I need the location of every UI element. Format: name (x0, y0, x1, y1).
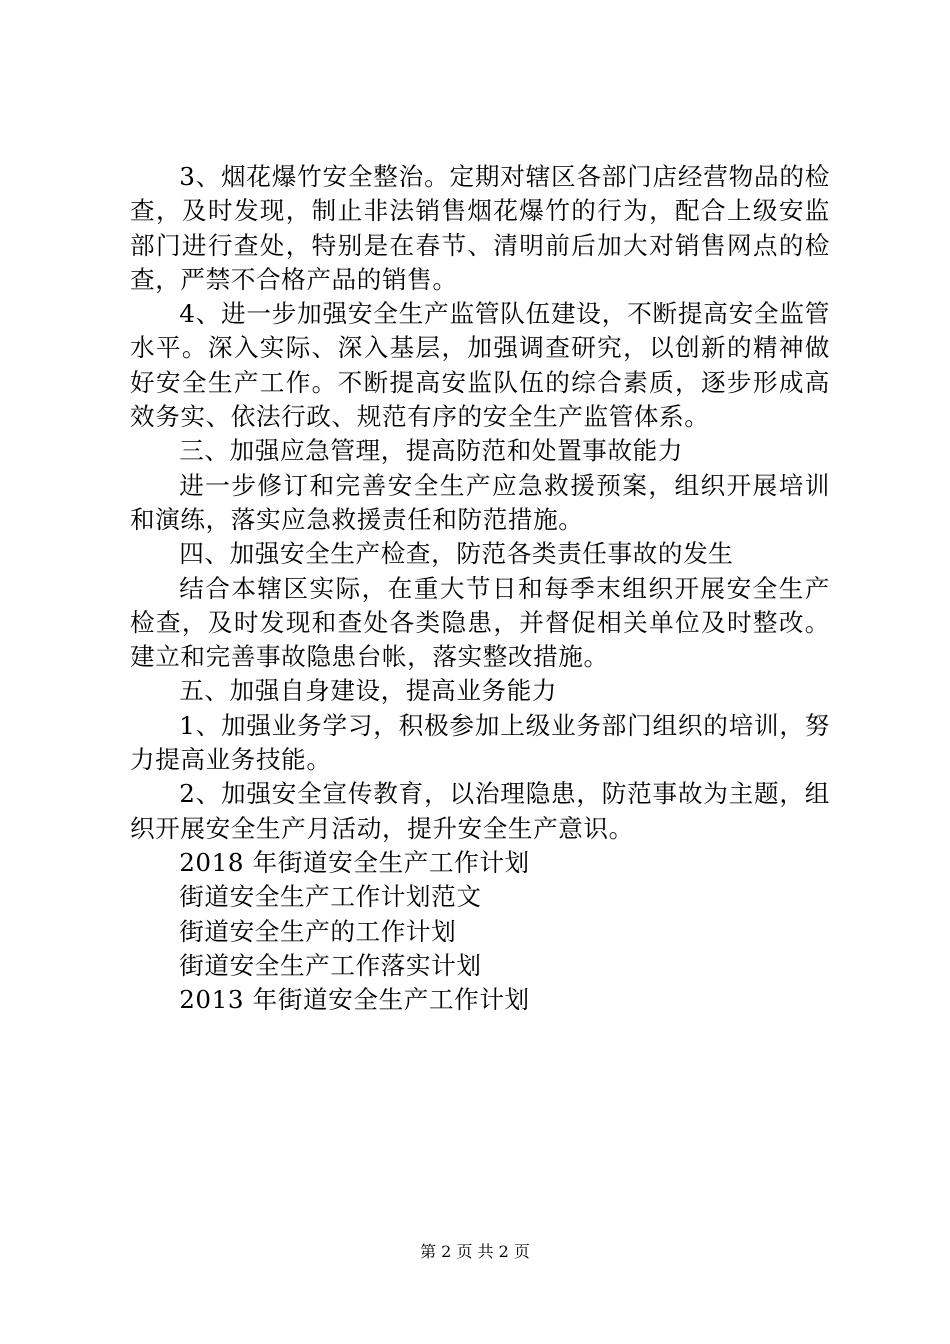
page-number-footer: 第 2 页 共 2 页 (420, 1242, 530, 1261)
paragraph-inspection: 结合本辖区实际，在重大节日和每季末组织开展安全生产检查，及时发现和查处各类隐患，并督促相关单位及时整改。建立和完善事故隐患台帐，落实整改措施。 (130, 573, 830, 672)
related-title-link: 2013 年街道安全生产工作计划 (179, 985, 530, 1015)
document-body (130, 160, 830, 1017)
related-title-link: 2018 年街道安全生产工作计划 (179, 847, 530, 877)
paragraph-safety-education: 2、加强安全宣传教育，以治理隐患，防范事故为主题，组织开展安全生产月活动，提升安全生产意识。 (130, 779, 830, 843)
section-heading-inspection: 四、加强安全生产检查，防范各类责任事故的发生 (179, 539, 734, 569)
section-heading-self-building: 五、加强自身建设，提高业务能力 (179, 676, 558, 706)
paragraph-supervision-team: 4、进一步加强安全生产监管队伍建设，不断提高安全监管水平。深入实际、深入基层，加强调查研究，以创新的精神做好安全生产工作。不断提高安监队伍的综合素质，逐步形成高效务实、依法行政、规范有序的安全生产监管体系。 (130, 299, 830, 432)
paragraph-fireworks: 3、烟花爆竹安全整治。定期对辖区各部门店经营物品的检查，及时发现，制止非法销售烟花爆竹的行为，配合上级安监部门进行查处，特别是在春节、清明前后加大对销售网点的检查，严禁不合格产品的销售。 (130, 162, 830, 294)
paragraph-business-study: 1、加强业务学习，积极参加上级业务部门组织的培训，努力提高业务技能。 (130, 710, 830, 775)
related-title-link: 街道安全生产工作计划范文 (179, 882, 482, 912)
section-heading-emergency: 三、加强应急管理，提高防范和处置事故能力 (179, 436, 684, 466)
paragraph-emergency-plan: 进一步修订和完善安全生产应急救援预案，组织开展培训和演练，落实应急救援责任和防范措施。 (130, 470, 830, 534)
related-title-link: 街道安全生产的工作计划 (179, 916, 457, 946)
related-title-link: 街道安全生产工作落实计划 (179, 950, 482, 980)
